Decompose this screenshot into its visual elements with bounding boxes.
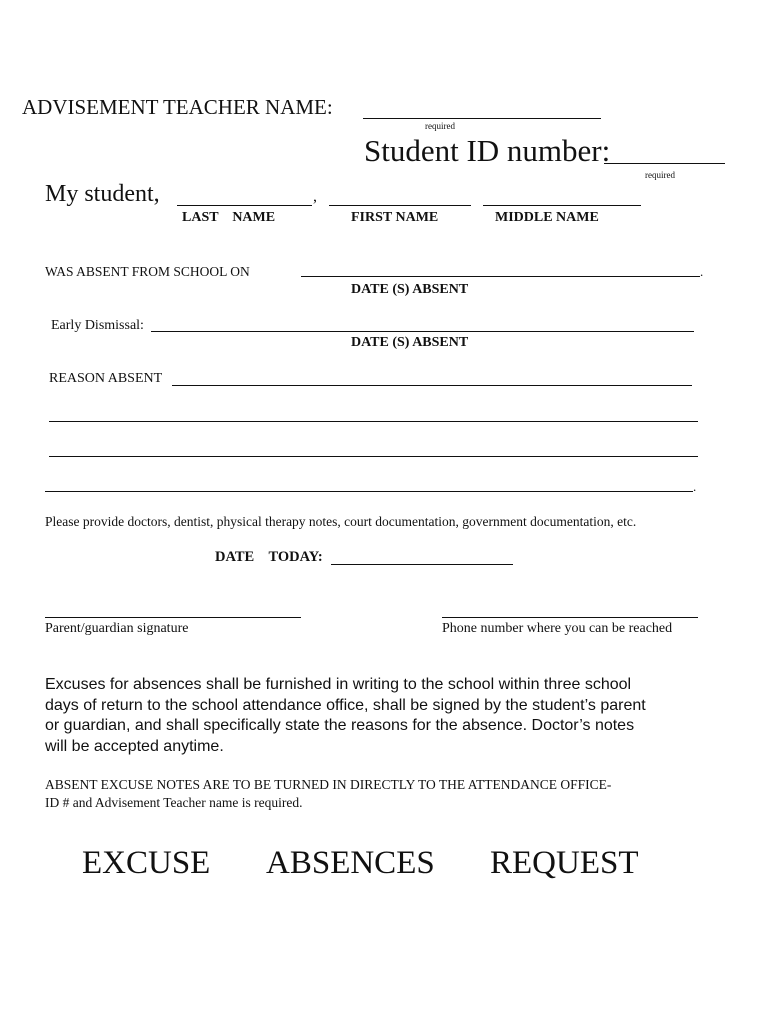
- student-id-field[interactable]: [604, 163, 725, 164]
- date-today-label: DATE TODAY:: [215, 549, 323, 565]
- attendance-notice: [45, 776, 611, 812]
- last-name-caption: LAST NAME: [182, 210, 276, 225]
- please-provide-note: Please provide doctors, dentist, physical therapy notes, court documentation, government documentation, etc.: [45, 514, 637, 529]
- phone-number-caption: Phone number where you can be reached: [442, 621, 673, 636]
- reason-line-2[interactable]: [49, 421, 698, 422]
- phone-number-field[interactable]: [442, 617, 698, 618]
- first-name-field[interactable]: [329, 205, 471, 206]
- absent-period: .: [700, 264, 704, 279]
- name-comma: ,: [313, 188, 317, 205]
- policy-line-3: or guardian, and shall specifically state the reasons for the absence. Doctor’s notes: [45, 717, 635, 735]
- reason-line-4[interactable]: [45, 491, 693, 492]
- early-dismissal-label: Early Dismissal:: [51, 318, 144, 333]
- policy-line-2: days of return to the school attendance office, shall be signed by the student’s parent: [45, 696, 646, 714]
- student-id-label: Student ID number:: [364, 133, 611, 168]
- early-dismissal-field[interactable]: [151, 331, 694, 332]
- first-name-caption: FIRST NAME: [351, 210, 439, 225]
- advisement-teacher-label: ADVISEMENT TEACHER NAME:: [22, 95, 333, 119]
- parent-signature-caption: Parent/guardian signature: [45, 621, 189, 636]
- reason-absent-field[interactable]: [172, 385, 692, 386]
- early-dismissal-date-caption: DATE (S) ABSENT: [351, 335, 469, 350]
- policy-paragraph: [45, 675, 646, 758]
- advisement-required-note: required: [425, 121, 455, 131]
- middle-name-field[interactable]: [483, 205, 641, 206]
- date-today-field[interactable]: [331, 564, 513, 565]
- advisement-teacher-field[interactable]: [363, 118, 601, 119]
- student-id-required-note: required: [645, 170, 675, 180]
- attendance-notice-line-1: ABSENT EXCUSE NOTES ARE TO BE TURNED IN DIRECTLY TO THE ATTENDANCE OFFICE-: [45, 777, 612, 792]
- attendance-notice-line-2: ID # and Advisement Teacher name is required.: [45, 795, 303, 810]
- my-student-label: My student,: [45, 181, 160, 207]
- middle-name-caption: MIDDLE NAME: [495, 210, 599, 225]
- title-word-absences: ABSENCES: [266, 845, 435, 881]
- policy-line-1: Excuses for absences shall be furnished in writing to the school within three school: [45, 676, 632, 693]
- last-name-field[interactable]: [177, 205, 312, 206]
- absent-label: WAS ABSENT FROM SCHOOL ON: [45, 264, 250, 279]
- policy-line-4: will be accepted anytime.: [45, 738, 224, 756]
- title-word-excuse: EXCUSE: [82, 845, 211, 881]
- title-word-request: REQUEST: [490, 845, 639, 881]
- reason-line-3[interactable]: [49, 456, 698, 457]
- reason-period: .: [693, 479, 697, 494]
- absent-date-caption: DATE (S) ABSENT: [351, 282, 469, 297]
- absent-dates-field[interactable]: [301, 276, 700, 277]
- parent-signature-field[interactable]: [45, 617, 301, 618]
- reason-absent-label: REASON ABSENT: [49, 371, 163, 386]
